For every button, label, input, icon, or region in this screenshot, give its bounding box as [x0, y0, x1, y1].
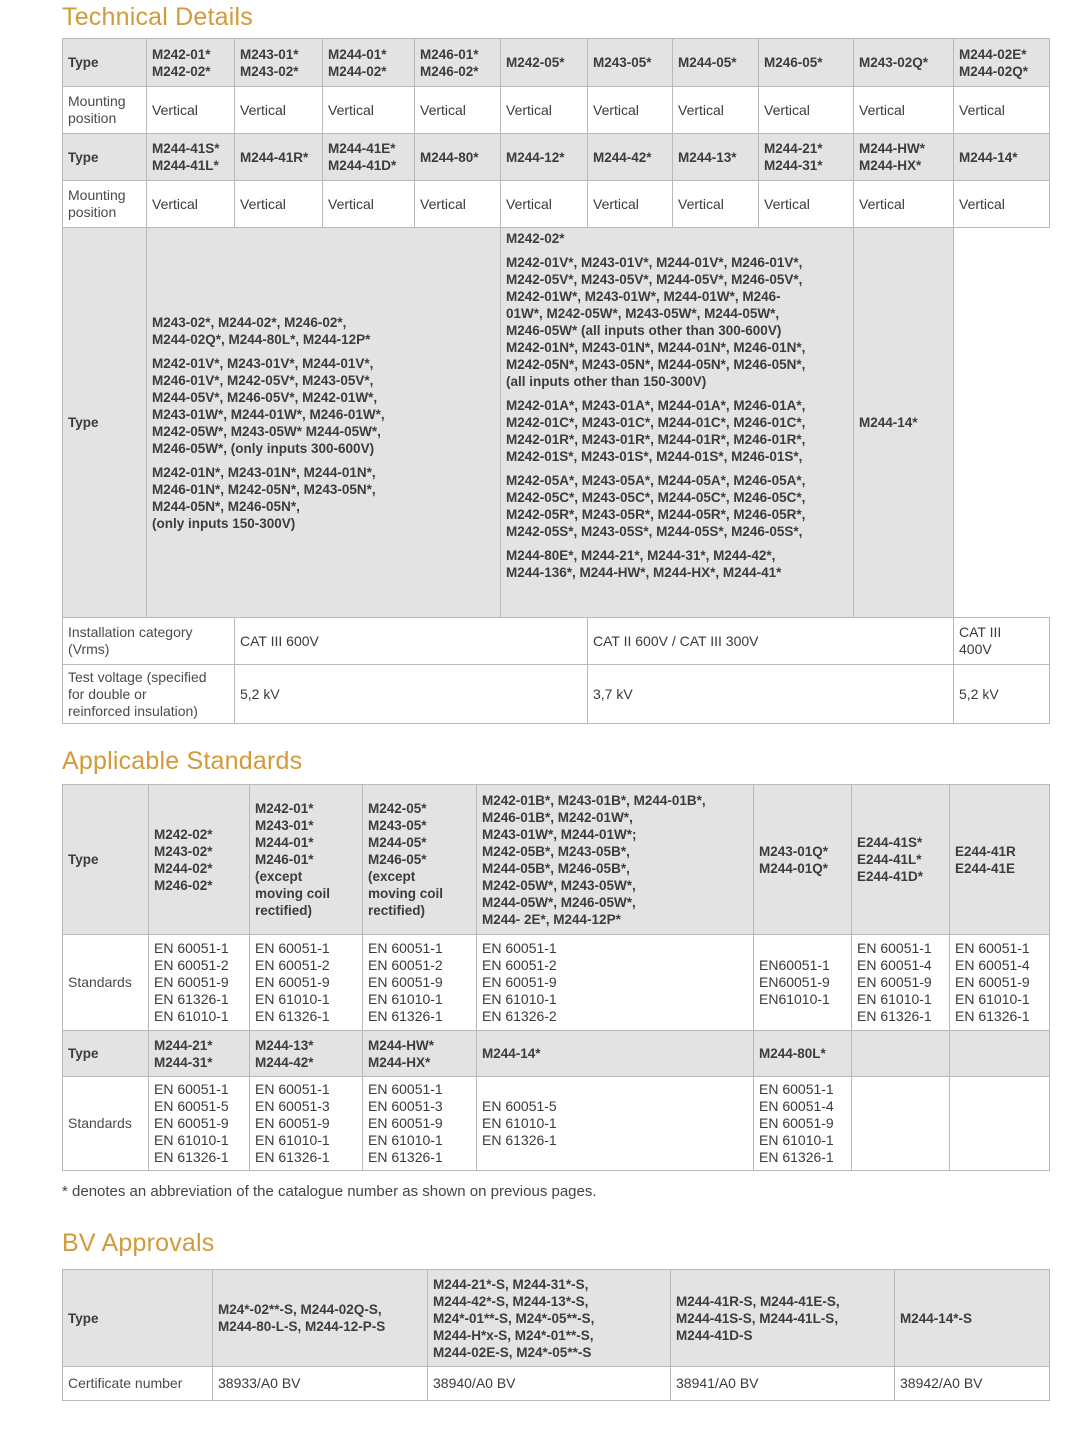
- standards-cell: EN 60051-1 EN 60051-4 EN 60051-9 EN 61010-1 EN 61326-1: [950, 935, 1050, 1031]
- type-group-paragraph: M242-05A*, M243-05A*, M244-05A*, M246-05A*, M242-05C*, M243-05C*, M244-05C*, M246-05C*, M242-05R*, M243-05R*, M244-05R*, M246-05R*, M242-05S*, M243-05S*, M244-05S*, M246-05S*,: [506, 473, 806, 539]
- row-label: Type: [63, 1031, 149, 1077]
- standards-cell: EN 60051-1 EN 60051-2 EN 60051-9 EN 61010-1 EN 61326-1: [250, 935, 363, 1031]
- mounting-cell: Vertical: [323, 87, 415, 134]
- type-group-cat3-400: M244-14*: [854, 228, 954, 618]
- standards-cell: [852, 1077, 950, 1171]
- type-cell: M243-02Q*: [854, 39, 954, 87]
- row-label: Type: [63, 785, 149, 935]
- mounting-cell: Vertical: [501, 181, 588, 228]
- type-cell: M244-21*-S, M244-31*-S, M244-42*-S, M244-13*-S, M24*-01**-S, M24*-05**-S, M244-H*x-S, M24*-01**-S, M244-02E-S, M24*-05**-S: [428, 1270, 671, 1367]
- mounting-cell: Vertical: [673, 87, 759, 134]
- mounting-cell: Vertical: [147, 181, 235, 228]
- mounting-cell: Vertical: [415, 87, 501, 134]
- tech-mounting-row-2: [63, 181, 1050, 228]
- row-label: Type: [63, 1270, 213, 1367]
- type-cell: M244-12*: [501, 134, 588, 181]
- tech-type-row-1: [63, 39, 1050, 87]
- installation-cell: CAT III 600V: [235, 618, 588, 665]
- standards-cell: EN 60051-1 EN 60051-2 EN 60051-9 EN 61010-1 EN 61326-1: [363, 935, 477, 1031]
- type-cell: M244-14*: [477, 1031, 754, 1077]
- installation-cell: CAT III 400V: [954, 618, 1050, 665]
- tech-mounting-row-1: [63, 87, 1050, 134]
- type-cell: M243-01Q* M244-01Q*: [754, 785, 852, 935]
- type-group-cat3-600: [147, 228, 501, 618]
- bv-approvals-table: [62, 1269, 1050, 1401]
- installation-cell: CAT II 600V / CAT III 300V: [588, 618, 954, 665]
- type-cell: M244-13* M244-42*: [250, 1031, 363, 1077]
- type-cell: [950, 1031, 1050, 1077]
- type-cell: M244-HW* M244-HX*: [363, 1031, 477, 1077]
- type-cell: M244-14*-S: [895, 1270, 1050, 1367]
- type-cell: E244-41R E244-41E: [950, 785, 1050, 935]
- standards-cell: EN 60051-1 EN 60051-3 EN 60051-9 EN 61010-1 EN 61326-1: [363, 1077, 477, 1171]
- bv-certificate-row: [63, 1367, 1050, 1401]
- type-cell: M242-01* M243-01* M244-01* M246-01* (except moving coil rectified): [250, 785, 363, 935]
- row-label: Test voltage (specified for double or reinforced insulation): [63, 665, 235, 724]
- type-cell: M246-05*: [759, 39, 854, 87]
- technical-details-table: [62, 38, 1050, 724]
- type-group-paragraph: M242-02*: [506, 231, 565, 246]
- bv-approvals-title: BV Approvals: [62, 1229, 215, 1257]
- type-cell: M242-05* M243-05* M244-05* M246-05* (except moving coil rectified): [363, 785, 477, 935]
- tech-test-voltage-row: [63, 665, 1050, 724]
- type-group-paragraph: M242-01V*, M243-01V*, M244-01V*, M246-01V*, M242-05V*, M243-05V*, M244-05V*, M246-05V*, M242-01W*, M243-01W*, M244-01W*, M246- 01W*, M242-05W*, M243-05W*, M244-05W*, M246-05W* (all inputs other than 300-600V) M242-01N*, M243-01N*, M244-01N*, M246-01N*, M242-05N*, M243-05N*, M244-05N*, M246-05N*, (all inputs other than 150-300V): [506, 255, 806, 389]
- mounting-cell: Vertical: [501, 87, 588, 134]
- standards-list-row-2: [63, 1077, 1050, 1171]
- test-voltage-cell: 3,7 kV: [588, 665, 954, 724]
- type-cell: M244-05*: [673, 39, 759, 87]
- standards-type-row-2: [63, 1031, 1050, 1077]
- applicable-standards-table: [62, 784, 1050, 1171]
- mounting-cell: Vertical: [854, 87, 954, 134]
- certificate-cell: 38933/A0 BV: [213, 1367, 428, 1401]
- type-cell: M244-41E* M244-41D*: [323, 134, 415, 181]
- type-cell: M244-02E* M244-02Q*: [954, 39, 1050, 87]
- standards-cell: EN 60051-1 EN 60051-4 EN 60051-9 EN 61010-1 EN 61326-1: [754, 1077, 852, 1171]
- type-cell: M244-21* M244-31*: [149, 1031, 250, 1077]
- test-voltage-cell: 5,2 kV: [954, 665, 1050, 724]
- row-label: Mounting position: [63, 87, 147, 134]
- standards-cell: [950, 1077, 1050, 1171]
- mounting-cell: Vertical: [235, 181, 323, 228]
- type-group-cat2-600: [501, 228, 854, 618]
- row-label: Certificate number: [63, 1367, 213, 1401]
- row-label: Type: [63, 228, 147, 618]
- type-cell: M246-01* M246-02*: [415, 39, 501, 87]
- type-cell: M244-80*: [415, 134, 501, 181]
- standards-type-row-1: [63, 785, 1050, 935]
- applicable-standards-title: Applicable Standards: [62, 747, 303, 775]
- type-cell: M244-41R-S, M244-41E-S, M244-41S-S, M244-41L-S, M244-41D-S: [671, 1270, 895, 1367]
- type-cell: [852, 1031, 950, 1077]
- type-cell: M244-01* M244-02*: [323, 39, 415, 87]
- row-label: Mounting position: [63, 181, 147, 228]
- tech-type-group-row: [63, 228, 1050, 618]
- type-cell: M244-80L*: [754, 1031, 852, 1077]
- type-group-paragraph: M242-01A*, M243-01A*, M244-01A*, M246-01A*, M242-01C*, M243-01C*, M244-01C*, M246-01C*, M242-01R*, M243-01R*, M244-01R*, M246-01R*, M242-01S*, M243-01S*, M244-01S*, M246-01S*,: [506, 398, 806, 464]
- mounting-cell: Vertical: [759, 181, 854, 228]
- mounting-cell: Vertical: [323, 181, 415, 228]
- type-cell: M244-13*: [673, 134, 759, 181]
- technical-details-title: Technical Details: [62, 3, 253, 31]
- type-cell: M244-41R*: [235, 134, 323, 181]
- standards-cell: EN 60051-1 EN 60051-5 EN 60051-9 EN 61010-1 EN 61326-1: [149, 1077, 250, 1171]
- row-label: Standards: [63, 1077, 149, 1171]
- certificate-cell: 38942/A0 BV: [895, 1367, 1050, 1401]
- tech-installation-row: [63, 618, 1050, 665]
- standards-list-row-1: [63, 935, 1050, 1031]
- standards-cell: EN 60051-1 EN 60051-4 EN 60051-9 EN 61010-1 EN 61326-1: [852, 935, 950, 1031]
- standards-cell: EN 60051-1 EN 60051-2 EN 60051-9 EN 61326-1 EN 61010-1: [149, 935, 250, 1031]
- row-label: Type: [63, 134, 147, 181]
- mounting-cell: Vertical: [588, 181, 673, 228]
- type-cell: M244-21* M244-31*: [759, 134, 854, 181]
- type-cell: M242-05*: [501, 39, 588, 87]
- row-label: Standards: [63, 935, 149, 1031]
- type-cell: M244-14*: [954, 134, 1050, 181]
- type-cell: M244-HW* M244-HX*: [854, 134, 954, 181]
- standards-cell: EN 60051-1 EN 60051-3 EN 60051-9 EN 61010-1 EN 61326-1: [250, 1077, 363, 1171]
- mounting-cell: Vertical: [673, 181, 759, 228]
- type-cell: E244-41S* E244-41L* E244-41D*: [852, 785, 950, 935]
- type-group-paragraph: M242-01V*, M243-01V*, M244-01V*, M246-01V*, M242-05V*, M243-05V*, M244-05V*, M246-05V*, M242-01W*, M243-01W*, M244-01W*, M246-01W*, M242-05W*, M243-05W* M244-05W*, M246-05W*, (only inputs 300-600V): [152, 355, 385, 456]
- certificate-cell: 38941/A0 BV: [671, 1367, 895, 1401]
- type-cell: M244-41S* M244-41L*: [147, 134, 235, 181]
- standards-cell: EN 60051-1 EN 60051-2 EN 60051-9 EN 61010-1 EN 61326-2: [477, 935, 754, 1031]
- mounting-cell: Vertical: [854, 181, 954, 228]
- mounting-cell: Vertical: [235, 87, 323, 134]
- row-label: Installation category (Vrms): [63, 618, 235, 665]
- type-group-paragraph: M242-01N*, M243-01N*, M244-01N*, M246-01N*, M242-05N*, M243-05N*, M244-05N*, M246-05N*, (only inputs 150-300V): [152, 464, 376, 531]
- row-label: Type: [63, 39, 147, 87]
- type-cell: M244-42*: [588, 134, 673, 181]
- mounting-cell: Vertical: [759, 87, 854, 134]
- test-voltage-cell: 5,2 kV: [235, 665, 588, 724]
- type-cell: M242-01* M242-02*: [147, 39, 235, 87]
- standards-cell: EN 60051-5 EN 61010-1 EN 61326-1: [477, 1077, 754, 1171]
- mounting-cell: Vertical: [954, 181, 1050, 228]
- catalogue-footnote: * denotes an abbreviation of the catalogue number as shown on previous pages.: [62, 1183, 597, 1200]
- type-cell: M242-01B*, M243-01B*, M244-01B*, M246-01B*, M242-01W*, M243-01W*, M244-01W*; M242-05B*, M243-05B*, M244-05B*, M246-05B*, M242-05W*, M243-05W*, M244-05W*, M246-05W*, M244- 2E*, M244-12P*: [477, 785, 754, 935]
- mounting-cell: Vertical: [147, 87, 235, 134]
- certificate-cell: 38940/A0 BV: [428, 1367, 671, 1401]
- mounting-cell: Vertical: [954, 87, 1050, 134]
- tech-type-row-2: [63, 134, 1050, 181]
- mounting-cell: Vertical: [415, 181, 501, 228]
- type-group-paragraph: M244-80E*, M244-21*, M244-31*, M244-42*, M244-136*, M244-HW*, M244-HX*, M244-41*: [506, 548, 782, 580]
- type-group-paragraph: M243-02*, M244-02*, M246-02*, M244-02Q*, M244-80L*, M244-12P*: [152, 314, 371, 347]
- mounting-cell: Vertical: [588, 87, 673, 134]
- type-cell: M243-01* M243-02*: [235, 39, 323, 87]
- type-cell: M243-05*: [588, 39, 673, 87]
- bv-type-row: [63, 1270, 1050, 1367]
- type-cell: M24*-02**-S, M244-02Q-S, M244-80-L-S, M244-12-P-S: [213, 1270, 428, 1367]
- standards-cell: EN60051-1 EN60051-9 EN61010-1: [754, 935, 852, 1031]
- type-cell: M242-02* M243-02* M244-02* M246-02*: [149, 785, 250, 935]
